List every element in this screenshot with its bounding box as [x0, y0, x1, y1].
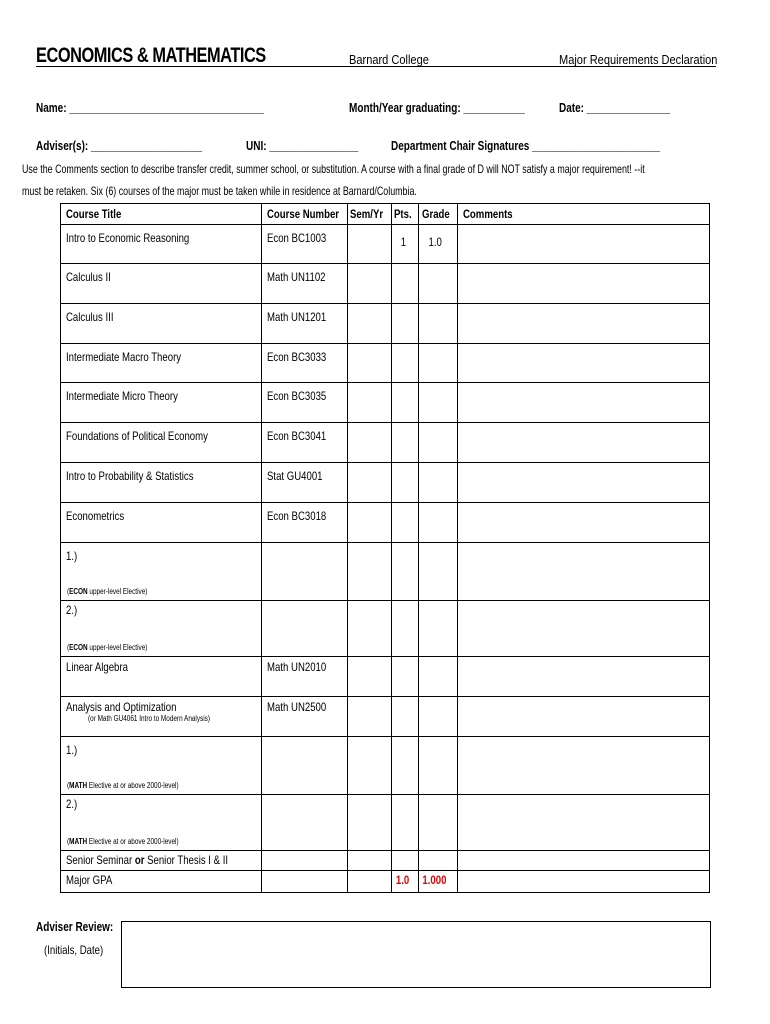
comments-cell[interactable] — [458, 543, 710, 601]
course-title-cell: Analysis and Optimization (or Math GU4061 Intro to Modern Analysis) — [61, 697, 262, 737]
course-number-cell: Math UN1201 — [262, 304, 348, 344]
uni-field[interactable]: UNI: ________________ — [246, 139, 359, 153]
sem-yr-cell[interactable] — [348, 225, 392, 264]
college-name: Barnard College — [349, 52, 429, 67]
sem-yr-cell[interactable] — [348, 737, 392, 795]
comments-cell[interactable] — [458, 463, 710, 503]
table-row — [61, 463, 710, 503]
course-number-cell: Econ BC3041 — [262, 423, 348, 463]
course-title-cell: Intro to Economic Reasoning — [61, 225, 262, 264]
sem-yr-cell[interactable] — [348, 503, 392, 543]
sem-yr-cell[interactable] — [348, 423, 392, 463]
math-elective-note: (MATH Elective at or above 2000-level) — [67, 837, 179, 846]
course-number-cell[interactable] — [262, 543, 348, 601]
grade-cell[interactable] — [419, 304, 458, 344]
name-field[interactable]: Name: ___________________________________ — [36, 101, 264, 115]
header-sem-yr: Sem/Yr — [348, 204, 392, 225]
course-number-cell[interactable] — [262, 795, 348, 851]
gpa-grade-cell: 1.000 — [419, 871, 458, 893]
course-number-cell[interactable] — [262, 737, 348, 795]
course-title-cell: Intermediate Micro Theory — [61, 383, 262, 423]
grade-cell[interactable] — [419, 383, 458, 423]
comments-cell[interactable] — [458, 657, 710, 697]
grade-cell[interactable] — [419, 503, 458, 543]
declaration-label: Major Requirements Declaration — [559, 52, 718, 67]
adviser-field[interactable]: Adviser(s): ____________________ — [36, 139, 203, 153]
pts-cell[interactable] — [392, 383, 419, 423]
comments-cell[interactable] — [458, 503, 710, 543]
pts-cell[interactable] — [392, 737, 419, 795]
grade-cell[interactable] — [419, 543, 458, 601]
grade-cell[interactable] — [419, 657, 458, 697]
math-elective-cell: 1.) (MATH Elective at or above 2000-level) — [61, 737, 262, 795]
table-row — [61, 225, 710, 264]
grade-cell[interactable] — [419, 795, 458, 851]
sem-yr-cell[interactable] — [348, 657, 392, 697]
graduation-date-field[interactable]: Month/Year graduating: ___________ — [349, 101, 525, 115]
course-number-cell: Econ BC3033 — [262, 344, 348, 383]
table-header-row — [61, 204, 710, 225]
comments-cell[interactable] — [458, 601, 710, 657]
sem-yr-cell[interactable] — [348, 795, 392, 851]
pts-cell[interactable] — [392, 423, 419, 463]
pts-cell[interactable] — [392, 657, 419, 697]
sem-yr-cell[interactable] — [348, 264, 392, 304]
comments-cell[interactable] — [458, 423, 710, 463]
math-elective-note: (MATH Elective at or above 2000-level) — [67, 781, 179, 790]
grade-cell[interactable] — [419, 737, 458, 795]
gpa-pts-cell: 1.0 — [392, 871, 419, 893]
sem-yr-cell[interactable] — [348, 304, 392, 344]
header-comments: Comments — [458, 204, 710, 225]
table-row — [61, 543, 710, 601]
grade-cell[interactable] — [419, 463, 458, 503]
header-course-title: Course Title — [61, 204, 262, 225]
comments-cell[interactable] — [458, 264, 710, 304]
analysis-alt-note: (or Math GU4061 Intro to Modern Analysis) — [88, 714, 211, 723]
sem-yr-cell[interactable] — [348, 344, 392, 383]
comments-cell[interactable] — [458, 697, 710, 737]
form-title: ECONOMICS & MATHEMATICS — [36, 44, 266, 67]
course-title-cell: Foundations of Political Economy — [61, 423, 262, 463]
course-number-cell — [262, 871, 348, 893]
instructions-line-1: Use the Comments section to describe transfer credit, summer school, or substitution. A course with a final grade of D will NOT satisfy a major requirement! --it — [22, 162, 645, 176]
comments-cell[interactable] — [458, 383, 710, 423]
table-row — [61, 264, 710, 304]
table-row — [61, 851, 710, 871]
grade-cell[interactable] — [419, 851, 458, 871]
comments-cell[interactable] — [458, 795, 710, 851]
sem-yr-cell[interactable] — [348, 697, 392, 737]
econ-elective-cell: 2.) (ECON upper-level Elective) — [61, 601, 262, 657]
comments-cell[interactable] — [458, 851, 710, 871]
table-row — [61, 737, 710, 795]
header-grade: Grade — [419, 204, 458, 225]
header-course-number: Course Number — [262, 204, 348, 225]
sem-yr-cell[interactable] — [348, 601, 392, 657]
sem-yr-cell — [348, 871, 392, 893]
comments-cell[interactable] — [458, 344, 710, 383]
chair-signature-field[interactable]: Department Chair Signatures _______________________ — [391, 139, 661, 153]
course-title-cell: Intermediate Macro Theory — [61, 344, 262, 383]
table-row — [61, 657, 710, 697]
table-row — [61, 503, 710, 543]
table-row — [61, 304, 710, 344]
pts-cell[interactable]: 1 — [392, 225, 419, 264]
gpa-label-cell: Major GPA — [61, 871, 262, 893]
course-number-cell: Math UN2500 — [262, 697, 348, 737]
pts-cell[interactable] — [392, 543, 419, 601]
course-title-cell: Linear Algebra — [61, 657, 262, 697]
table-row — [61, 383, 710, 423]
table-row — [61, 344, 710, 383]
course-number-cell: Econ BC1003 — [262, 225, 348, 264]
adviser-review-label: Adviser Review: — [36, 920, 114, 934]
grade-cell[interactable] — [419, 697, 458, 737]
table-row — [61, 601, 710, 657]
instructions-line-2: must be retaken. Six (6) courses of the major must be taken while in residence at Barnard/Columbia. — [22, 184, 417, 198]
course-title-cell: Intro to Probability & Statistics — [61, 463, 262, 503]
pts-cell[interactable] — [392, 463, 419, 503]
sem-yr-cell[interactable] — [348, 463, 392, 503]
sem-yr-cell[interactable] — [348, 851, 392, 871]
comments-cell[interactable] — [458, 737, 710, 795]
course-number-cell: Stat GU4001 — [262, 463, 348, 503]
grade-cell[interactable] — [419, 344, 458, 383]
course-table — [60, 203, 710, 893]
senior-seminar-cell: Senior Seminar or Senior Thesis I & II — [61, 851, 262, 871]
course-number-cell: Math UN1102 — [262, 264, 348, 304]
course-number-cell[interactable] — [262, 851, 348, 871]
grade-cell[interactable] — [419, 423, 458, 463]
course-number-cell: Math UN2010 — [262, 657, 348, 697]
course-title-cell: Calculus III — [61, 304, 262, 344]
adviser-review-box[interactable] — [121, 921, 711, 988]
sem-yr-cell[interactable] — [348, 543, 392, 601]
grade-cell[interactable] — [419, 601, 458, 657]
comments-cell[interactable] — [458, 225, 710, 264]
pts-cell[interactable] — [392, 304, 419, 344]
pts-cell[interactable] — [392, 851, 419, 871]
course-number-cell: Econ BC3035 — [262, 383, 348, 423]
pts-cell[interactable] — [392, 601, 419, 657]
comments-cell[interactable] — [458, 304, 710, 344]
econ-elective-note: (ECON upper-level Elective) — [67, 587, 148, 596]
sem-yr-cell[interactable] — [348, 383, 392, 423]
econ-elective-note: (ECON upper-level Elective) — [67, 643, 148, 652]
gpa-row — [61, 871, 710, 893]
table-row — [61, 423, 710, 463]
course-title-cell: Econometrics — [61, 503, 262, 543]
econ-elective-cell: 1.) (ECON upper-level Elective) — [61, 543, 262, 601]
pts-cell[interactable] — [392, 697, 419, 737]
table-row — [61, 697, 710, 737]
pts-cell[interactable] — [392, 344, 419, 383]
date-field[interactable]: Date: _______________ — [559, 101, 671, 115]
adviser-review-sublabel: (Initials, Date) — [44, 943, 104, 957]
course-title-cell: Calculus II — [61, 264, 262, 304]
comments-cell — [458, 871, 710, 893]
pts-cell[interactable] — [392, 264, 419, 304]
grade-cell[interactable]: 1.0 — [419, 225, 458, 264]
pts-cell[interactable] — [392, 503, 419, 543]
course-number-cell[interactable] — [262, 601, 348, 657]
course-number-cell: Econ BC3018 — [262, 503, 348, 543]
grade-cell[interactable] — [419, 264, 458, 304]
math-elective-cell: 2.) (MATH Elective at or above 2000-level) — [61, 795, 262, 851]
header-pts: Pts. — [392, 204, 419, 225]
pts-cell[interactable] — [392, 795, 419, 851]
table-row — [61, 795, 710, 851]
